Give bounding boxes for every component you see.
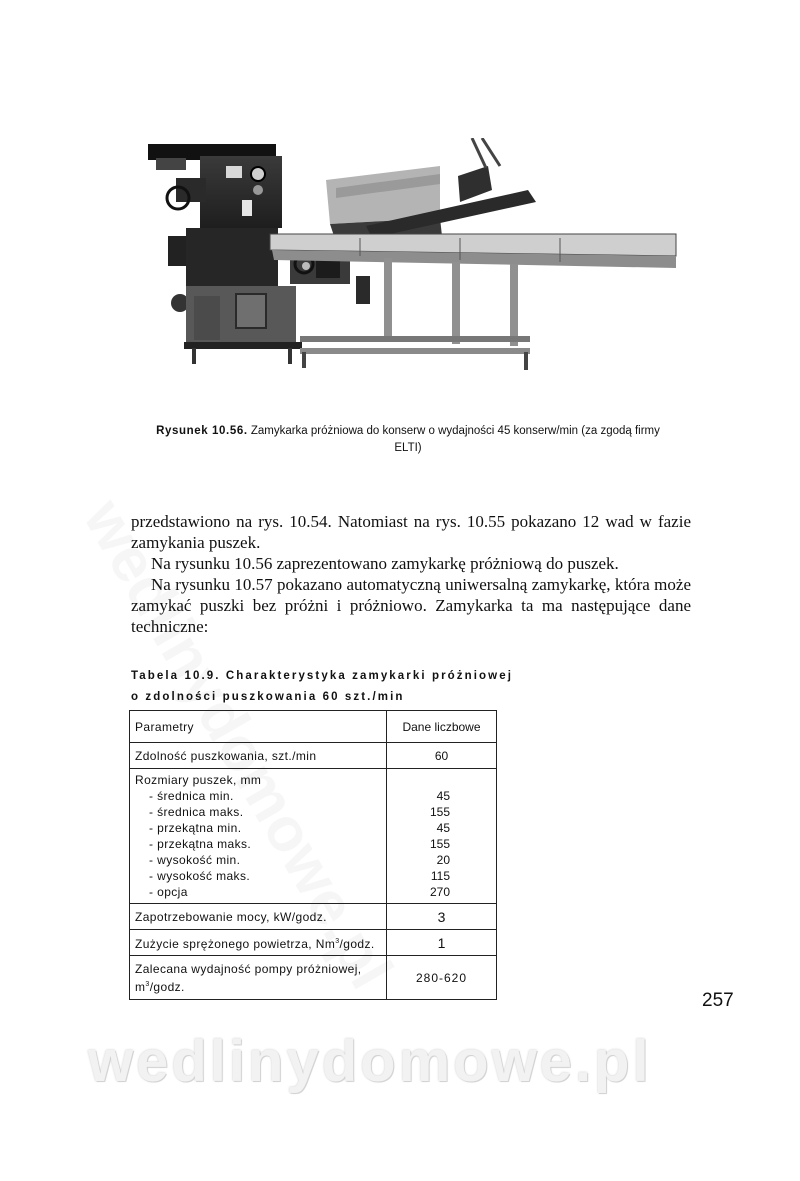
dim-item-value: 155 bbox=[429, 805, 450, 819]
dim-item-label: - wysokość maks. bbox=[149, 869, 251, 883]
figure-caption-text: Zamykarka próżniowa do konserw o wydajności 45 konserw/min (za zgodą firmy ELTI) bbox=[250, 425, 660, 454]
dimensions-values bbox=[387, 769, 497, 904]
power-label: Zapotrzebowanie mocy, kW/godz. bbox=[130, 904, 387, 930]
dim-item-label: - średnica maks. bbox=[149, 805, 244, 819]
table-title-line-1: Tabela 10.9. Charakterystyka zamykarki próżniowej bbox=[131, 670, 514, 682]
bottom-watermark: wedlinydomowe.pl bbox=[88, 1029, 652, 1094]
dim-item-value: 155 bbox=[429, 837, 450, 851]
table-title bbox=[131, 666, 631, 708]
body-text bbox=[131, 511, 691, 637]
figure-caption bbox=[148, 423, 668, 457]
dim-item-value: 45 bbox=[436, 789, 450, 803]
table-title-line-2: o zdolności puszkowania 60 szt./min bbox=[131, 691, 405, 703]
paragraph-2: Na rysunku 10.56 zaprezentowano zamykarkę próżniową do puszek. bbox=[151, 554, 619, 573]
page-number: 257 bbox=[702, 990, 734, 1011]
dimensions-cell bbox=[130, 769, 387, 904]
dim-item-label: - wysokość min. bbox=[149, 853, 241, 867]
air-value: 1 bbox=[387, 930, 497, 956]
air-superscript: 3 bbox=[335, 937, 340, 945]
header-parameters: Parametry bbox=[130, 711, 387, 743]
table-row bbox=[130, 743, 497, 769]
specs-table bbox=[129, 710, 497, 1000]
paragraph-3: Na rysunku 10.57 pokazano automatyczną uniwersalną zamykarkę, która może zamykać puszki bez próżni i próżniowo. Zamykarka ta ma następujące dane techniczne: bbox=[131, 575, 691, 636]
table-row bbox=[130, 956, 497, 1000]
power-value: 3 bbox=[387, 904, 497, 930]
machine-photo bbox=[140, 138, 680, 380]
figure-label: Rysunek 10.56. bbox=[156, 425, 248, 437]
dim-item-label: - przekątna maks. bbox=[149, 837, 252, 851]
dim-item-label: - średnica min. bbox=[149, 789, 234, 803]
dimensions-label: Rozmiary puszek, mm bbox=[135, 773, 262, 787]
dim-item-label: - opcja bbox=[149, 885, 188, 899]
dim-item-value: 270 bbox=[429, 885, 450, 899]
pump-label: Zalecana wydajność pompy próżniowej, $m^3$/godz. bbox=[130, 956, 387, 1000]
table-header-row bbox=[130, 711, 497, 743]
header-values: Dane liczbowe bbox=[387, 711, 497, 743]
table-row bbox=[130, 904, 497, 930]
table-row bbox=[130, 769, 497, 904]
dim-item-value: 115 bbox=[430, 869, 450, 883]
dim-item-label: - przekątna min. bbox=[149, 821, 242, 835]
pump-value: 280-620 bbox=[387, 956, 497, 1000]
capacity-label: Zdolność puszkowania, szt./min bbox=[130, 743, 387, 769]
dim-item-value: 45 bbox=[436, 821, 450, 835]
capacity-value: 60 bbox=[387, 743, 497, 769]
table-row bbox=[130, 930, 497, 956]
paragraph-1: przedstawiono na rys. 10.54. Natomiast na rys. 10.55 pokazano 12 wad w fazie zamykania puszek. bbox=[131, 512, 691, 552]
pump-superscript: 3 bbox=[145, 980, 150, 988]
air-label: Zużycie sprężonego powietrza, Nm$^3$/godz. bbox=[130, 930, 387, 956]
dim-item-value: 20 bbox=[436, 853, 450, 867]
